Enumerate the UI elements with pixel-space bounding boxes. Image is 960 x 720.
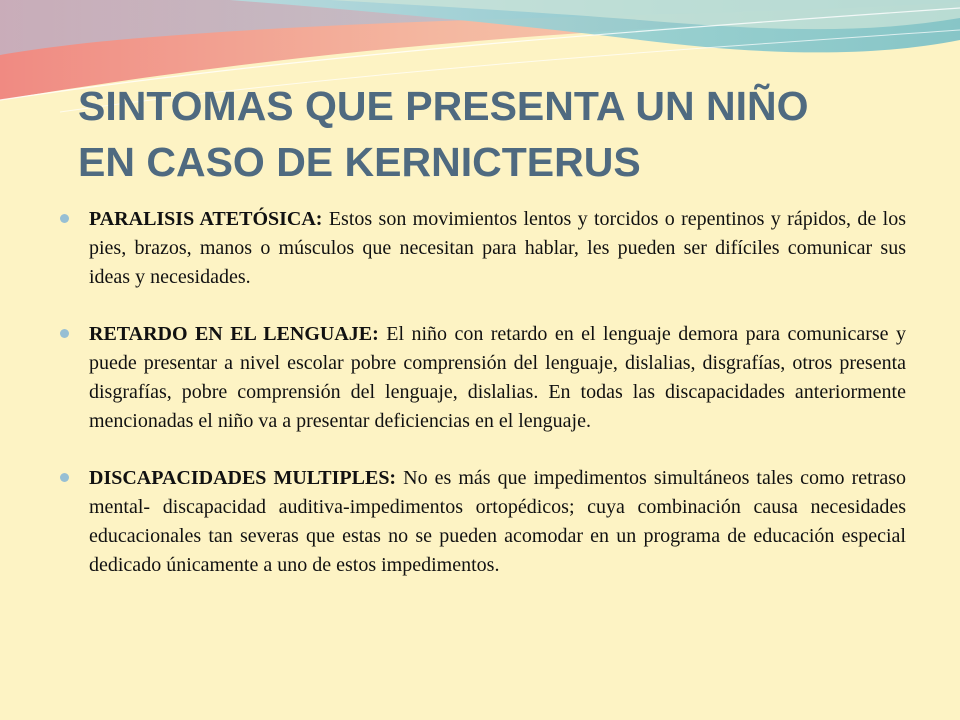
list-item-label: DISCAPACIDADES MULTIPLES: [89,467,397,489]
list-item-label: PARALISIS ATETÓSICA: [89,208,323,230]
bullet-icon [60,214,69,223]
list-item-text [89,464,906,580]
list-item-body: No es más que impedimentos simultáneos tales como retraso mental- discapacidad auditiva-impedimentos ortopédicos; cuya combinación causa necesidades educacionales tan severas que estas no se pueden acomodar en un programa de educación especial dedicado únicamente a uno de estos impedimentos. [89,467,907,576]
bullet-icon [60,329,69,338]
list-item [60,320,906,436]
title-line-2: EN CASO DE KERNICTERUS [78,139,641,185]
list-item-text [89,205,906,292]
list-item-label: RETARDO EN EL LENGUAJE: [89,323,379,345]
list-item-body: Estos son movimientos lentos y torcidos o repentinos y rápidos, de los pies, brazos, manos o músculos que necesitan para hablar, les pueden ser difíciles comunicar sus ideas y necesidades. [89,208,906,288]
title-line-1: SINTOMAS QUE PRESENTA UN NIÑO [78,83,809,129]
bullet-icon [60,473,69,482]
slide-title [78,78,918,190]
list-item-text [89,320,906,436]
list-item-body: El niño con retardo en el lenguaje demora para comunicarse y puede presentar a nivel escolar pobre comprensión del lenguaje, dislalias, disgrafías, otros presenta disgrafías, pobre comprensión del lenguaje, dislalias. En todas las discapacidades anteriormente mencionadas el niño va a presentar deficiencias en el lenguaje. [89,323,906,432]
list-item [60,464,906,580]
bullet-list [60,205,906,608]
list-item [60,205,906,292]
